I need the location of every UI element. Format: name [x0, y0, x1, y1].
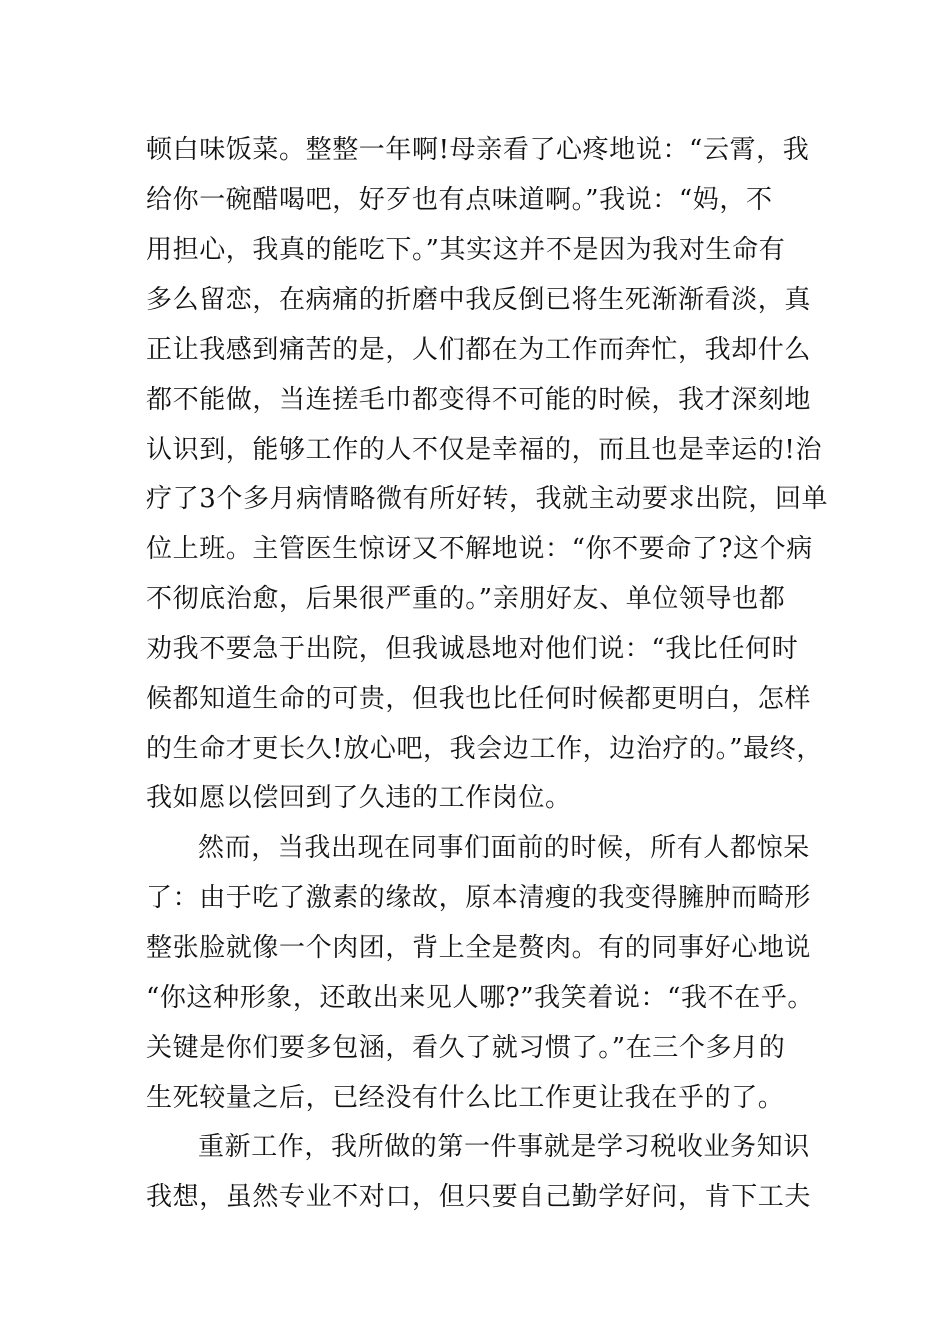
text-line: 给你一碗醋喝吧，好歹也有点味道啊。”我说：“妈，不: [146, 185, 773, 215]
text-line: 多么留恋，在病痛的折磨中我反倒已将生死渐渐看淡，真: [146, 285, 812, 315]
paragraph-first-line: 重新工作，我所做的第一件事就是学习税收业务知识: [198, 1132, 810, 1162]
text-line: “你这种形象，还敢出来见人哪?”我笑着说：“我不在乎。: [146, 983, 815, 1013]
text-line: 了：由于吃了激素的缘故，原本清瘦的我变得臃肿而畸形: [146, 883, 812, 913]
text-line: 用担心，我真的能吃下。”其实这并不是因为我对生命有: [146, 235, 786, 265]
text-line: 认识到，能够工作的人不仅是幸福的，而且也是幸运的!治: [146, 435, 823, 465]
text-line: 生死较量之后，已经没有什么比工作更让我在乎的了。: [146, 1083, 785, 1113]
text-line: 正让我感到痛苦的是，人们都在为工作而奔忙，我却什么: [146, 335, 812, 365]
text-line: 顿白味饭菜。整整一年啊!母亲看了心疼地说：“云霄，我: [146, 135, 810, 165]
paragraph-first-line: 然而，当我出现在同事们面前的时候，所有人都惊呆: [198, 833, 810, 863]
text-line: 我想，虽然专业不对口，但只要自己勤学好问，肯下工夫: [146, 1182, 812, 1212]
text-line: 不彻底治愈，后果很严重的。”亲朋好友、单位领导也都: [146, 584, 786, 614]
text-line: 关键是你们要多包涵，看久了就习惯了。”在三个多月的: [146, 1033, 786, 1063]
text-line: 整张脸就像一个肉团，背上全是赘肉。有的同事好心地说: [146, 933, 812, 963]
text-line: 的生命才更长久!放心吧，我会边工作，边治疗的。”最终，: [146, 734, 823, 764]
text-line: 疗了3个多月病情略微有所好转，我就主动要求出院，回单: [146, 484, 829, 514]
text-line: 都不能做，当连搓毛巾都变得不可能的时候，我才深刻地: [146, 385, 812, 415]
text-line: 位上班。主管医生惊讶又不解地说：“你不要命了?这个病: [146, 534, 813, 564]
text-line: 劝我不要急于出院，但我诚恳地对他们说：“我比任何时: [146, 634, 799, 664]
text-line: 我如愿以偿回到了久违的工作岗位。: [146, 783, 572, 813]
text-line: 候都知道生命的可贵，但我也比任何时候都更明白，怎样: [146, 684, 812, 714]
